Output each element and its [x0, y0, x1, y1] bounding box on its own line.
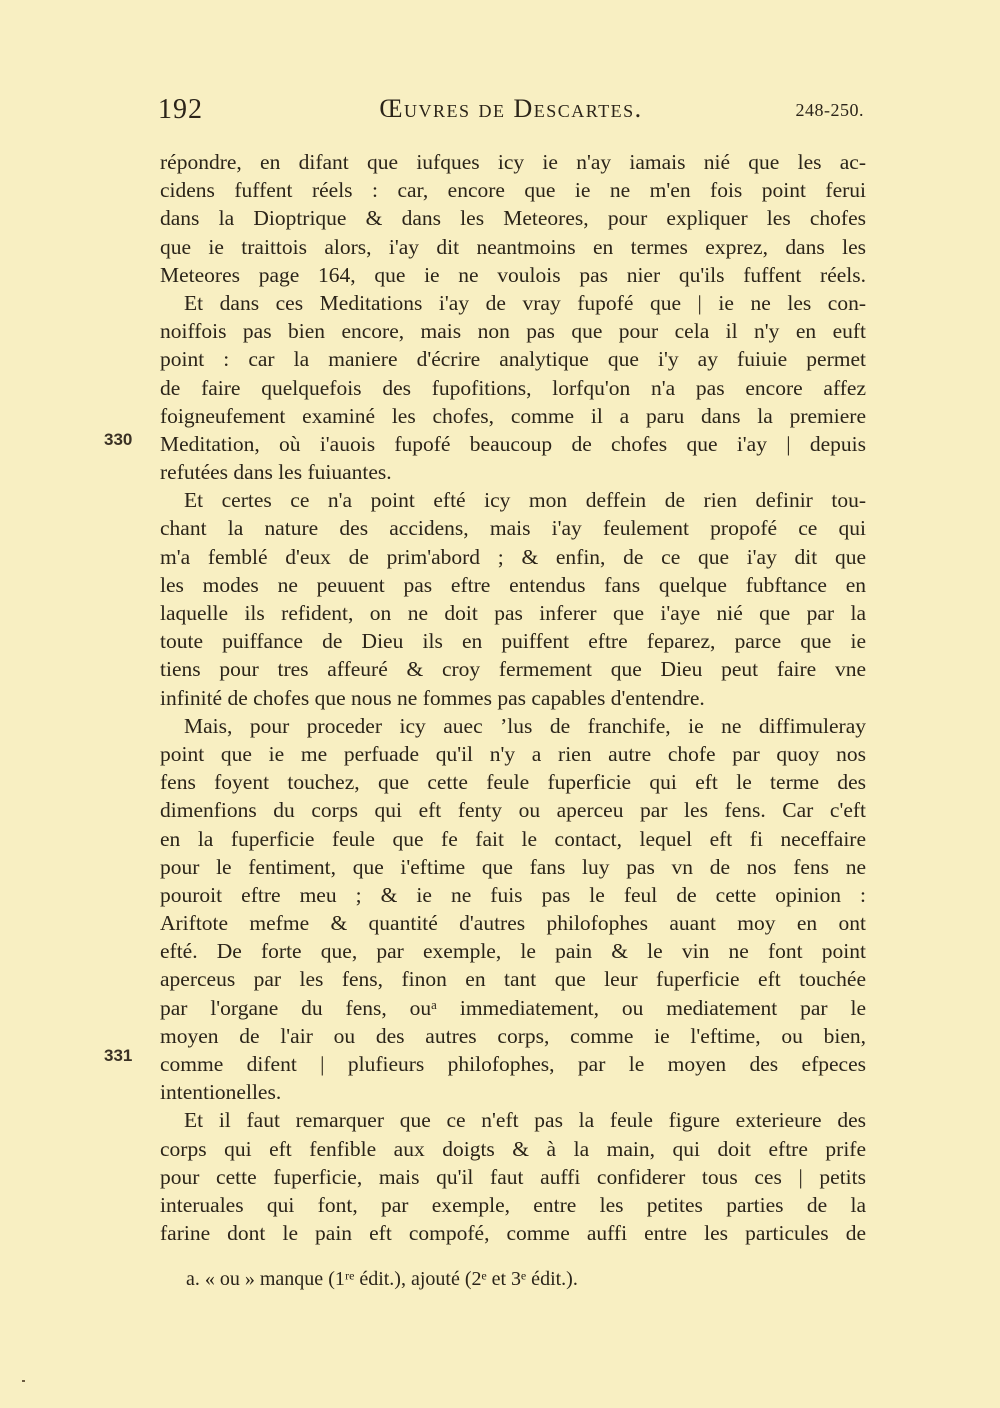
text-line: comme difent | plufieurs philofophes, par le moyen des efpeces — [160, 1052, 866, 1076]
main-text — [160, 148, 866, 1247]
text-line: tiens pour tres affeuré & croy fermement que Dieu peut faire vne — [160, 657, 866, 682]
text-line: Meditation, où i'auois fupofé beaucoup de chofes que i'ay | depuis — [160, 431, 866, 456]
text-line: Mais, pour proceder icy auec ʼlus de franchife, ie ne diffimuleray — [184, 713, 866, 738]
text-line: que ie traittois alors, i'ay dit neantmoins en termes exprez, dans les — [160, 234, 866, 259]
page-range: 248-250. — [795, 100, 864, 120]
text-line: foigneufement examiné les chofes, comme il a paru dans la premiere — [160, 403, 866, 428]
text-line: noiffois pas bien encore, mais non pas que pour cela il n'y en euft — [160, 319, 866, 344]
text-line: refutées dans les fuiuantes. — [160, 460, 392, 485]
text-line: moyen de l'air ou des autres corps, comme ie l'eftime, ou bien, — [160, 1023, 866, 1048]
page-title: Œuvres de Descartes. — [379, 94, 643, 123]
text-line: cidens fuffent réels : car, encore que ie ne m'en fois point ferui — [160, 178, 866, 203]
text-line: pour cette fuperficie, mais qu'il faut auffi confiderer tous ces | petits — [160, 1164, 866, 1189]
footnote: a. « ou » manque (1ʳᵉ édit.), ajouté (2ᵉ et 3ᵉ édit.). — [186, 1268, 578, 1290]
paper-speck — [22, 1380, 25, 1382]
text-line: efté. De forte que, par exemple, le pain & le vin ne font point — [160, 939, 866, 964]
text-line: laquelle ils refident, on ne doit pas inferer que i'aye nié que par la — [160, 601, 866, 625]
text-line: m'a femblé d'eux de prim'abord ; & enfin, de ce que i'ay dit que — [160, 544, 866, 569]
text-line: de faire quelquefois des fupofitions, lorfqu'on n'a pas encore affez — [160, 375, 866, 400]
text-line: les modes ne peuuent pas eftre entendus fans quelque fubftance en — [160, 572, 866, 597]
running-header — [158, 94, 864, 134]
text-line: Et certes ce n'a point efté icy mon deffein de rien definir tou- — [184, 488, 866, 513]
text-line: dimenfions du corps qui eft fenty ou aperceu par les fens. Car c'eft — [160, 798, 866, 823]
text-line: point que ie me perfuade qu'il n'y a rien autre chofe par quoy nos — [160, 741, 866, 766]
text-line: point : car la maniere d'écrire analytique que i'y ay fuiuie permet — [160, 347, 866, 372]
margin-number: 330 — [104, 430, 133, 449]
text-line: par l'organe du fens, ouᵃ immediatement, ou mediatement par le — [160, 995, 866, 1020]
text-line: dans la Dioptrique & dans les Meteores, pour expliquer les chofes — [160, 206, 866, 231]
page-number: 192 — [158, 94, 203, 125]
text-line: en la fuperficie feule que fe fait le contact, lequel eft fi neceffaire — [160, 826, 866, 851]
text-line: chant la nature des accidens, mais i'ay feulement propofé ce qui — [160, 516, 866, 541]
text-line: intentionelles. — [160, 1080, 282, 1105]
text-line: farine dont le pain eft compofé, comme auffi entre les particules de — [160, 1221, 866, 1246]
text-line: infinité de chofes que nous ne fommes pas capables d'entendre. — [160, 685, 705, 710]
text-line: fens foyent touchez, que cette feule fuperficie qui eft le terme des — [160, 770, 866, 795]
margin-number: 331 — [104, 1046, 133, 1065]
text-line: Ariftote mefme & quantité d'autres philofophes auant moy en ont — [160, 911, 866, 936]
text-line: répondre, en difant que iufques icy ie n'ay iamais nié que les ac- — [160, 150, 866, 174]
text-line: corps qui eft fenfible aux doigts & à la main, qui doit eftre prife — [160, 1136, 866, 1161]
text-line: pouroit eftre meu ; & ie ne fuis pas le feul de cette opinion : — [160, 882, 866, 907]
text-line: Et il faut remarquer que ce n'eft pas la feule figure exterieure des — [184, 1108, 866, 1133]
text-line: Et dans ces Meditations i'ay de vray fupofé que | ie ne les con- — [184, 290, 866, 315]
text-line: interuales qui font, par exemple, entre les petites parties de la — [160, 1192, 866, 1217]
text-line: toute puiffance de Dieu ils en puiffent eftre feparez, parce que ie — [160, 629, 866, 654]
text-line: Meteores page 164, que ie ne voulois pas nier qu'ils fuffent réels. — [160, 262, 866, 287]
text-line: aperceus par les fens, finon en tant que leur fuperficie eft touchée — [160, 967, 866, 992]
text-line: pour le fentiment, que i'eftime que fans luy pas vn de nos fens ne — [160, 854, 866, 879]
